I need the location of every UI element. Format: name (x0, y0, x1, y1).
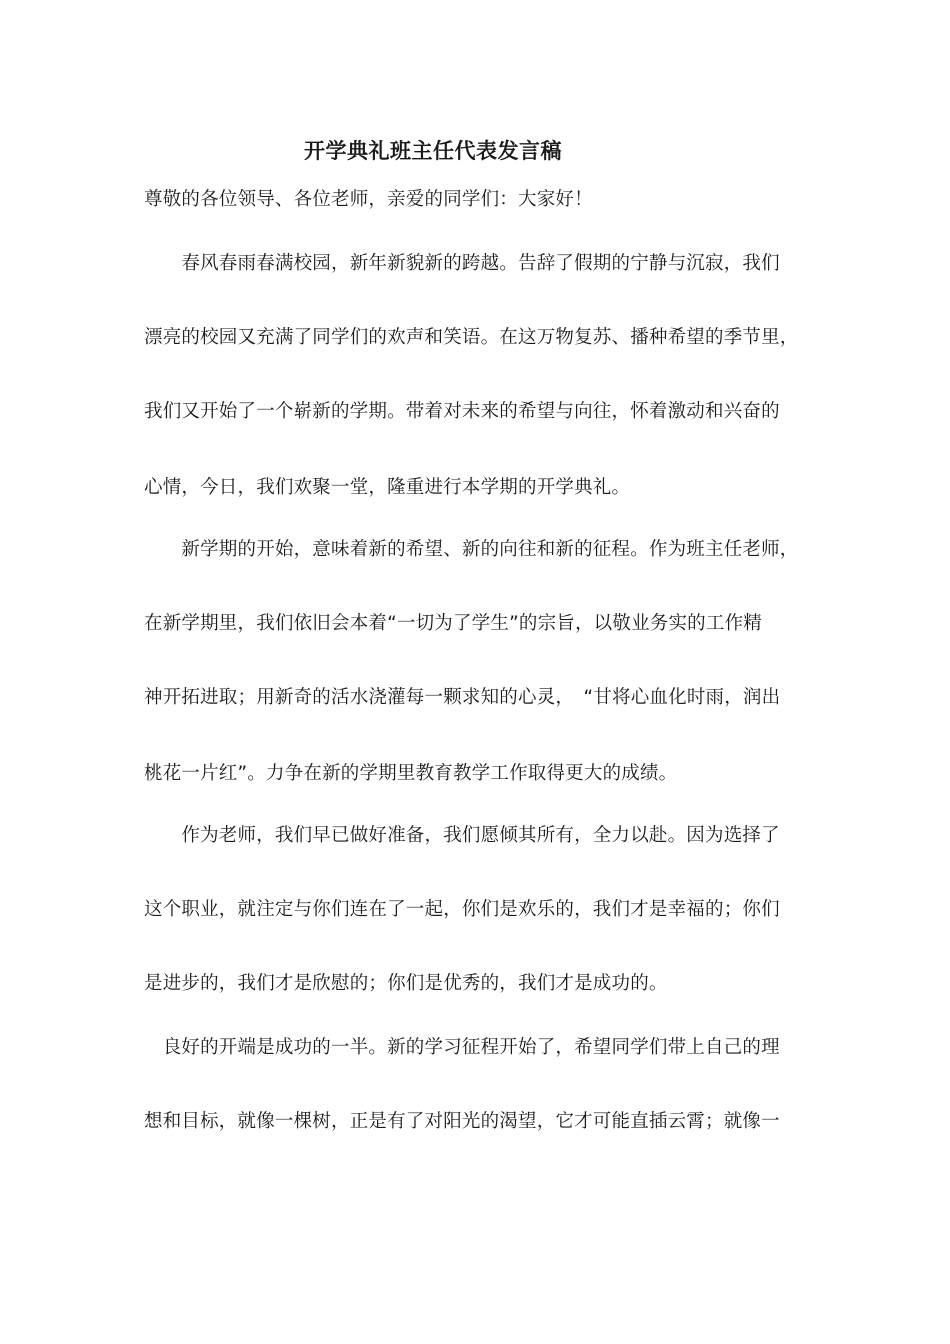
paragraph-line: 心情，今日，我们欢聚一堂，隆重进行本学期的开学典礼。 (144, 477, 631, 498)
paragraph-line: 桃花一片红”。力争在新的学期里教育教学工作取得更大的成绩。 (144, 763, 678, 784)
paragraph-line: 想和目标，就像一棵树，正是有了对阳光的渴望，它才可能直插云霄；就像一 (144, 1111, 780, 1132)
paragraph-line: 是进步的，我们才是欣慰的；你们是优秀的，我们才是成功的。 (144, 973, 668, 994)
paragraph-line: 春风春雨春满校园，新年新貌新的跨越。告辞了假期的宁静与沉寂，我们 (144, 253, 780, 274)
paragraph-line: 这个职业，就注定与你们连在了一起，你们是欢乐的，我们才是幸福的；你们 (144, 899, 780, 920)
paragraph-line: 神开拓进取；用新奇的活水浇灌每一颗求知的心灵， “甘将心血化时雨，润出 (144, 687, 781, 708)
paragraph-line: 良好的开端是成功的一半。新的学习征程开始了，希望同学们带上自己的理 (144, 1037, 780, 1058)
paragraph-line: 在新学期里，我们依旧会本着“一切为了学生”的宗旨，以敬业务实的工作精 (144, 613, 762, 634)
paragraph-line: 我们又开始了一个崭新的学期。带着对未来的希望与向往，怀着激动和兴奋的 (144, 401, 780, 422)
paragraph-line: 作为老师，我们早已做好准备，我们愿倾其所有，全力以赴。因为选择了 (144, 825, 780, 846)
salutation-line: 尊敬的各位领导、各位老师，亲爱的同学们：大家好！ (144, 189, 593, 210)
paragraph-line: 漂亮的校园又充满了同学们的欢声和笑语。在这万物复苏、播种希望的季节里， (144, 327, 799, 348)
paragraph-line: 新学期的开始，意味着新的希望、新的向往和新的征程。作为班主任老师， (144, 539, 799, 560)
document-title: 开学典礼班主任代表发言稿 (304, 139, 562, 163)
